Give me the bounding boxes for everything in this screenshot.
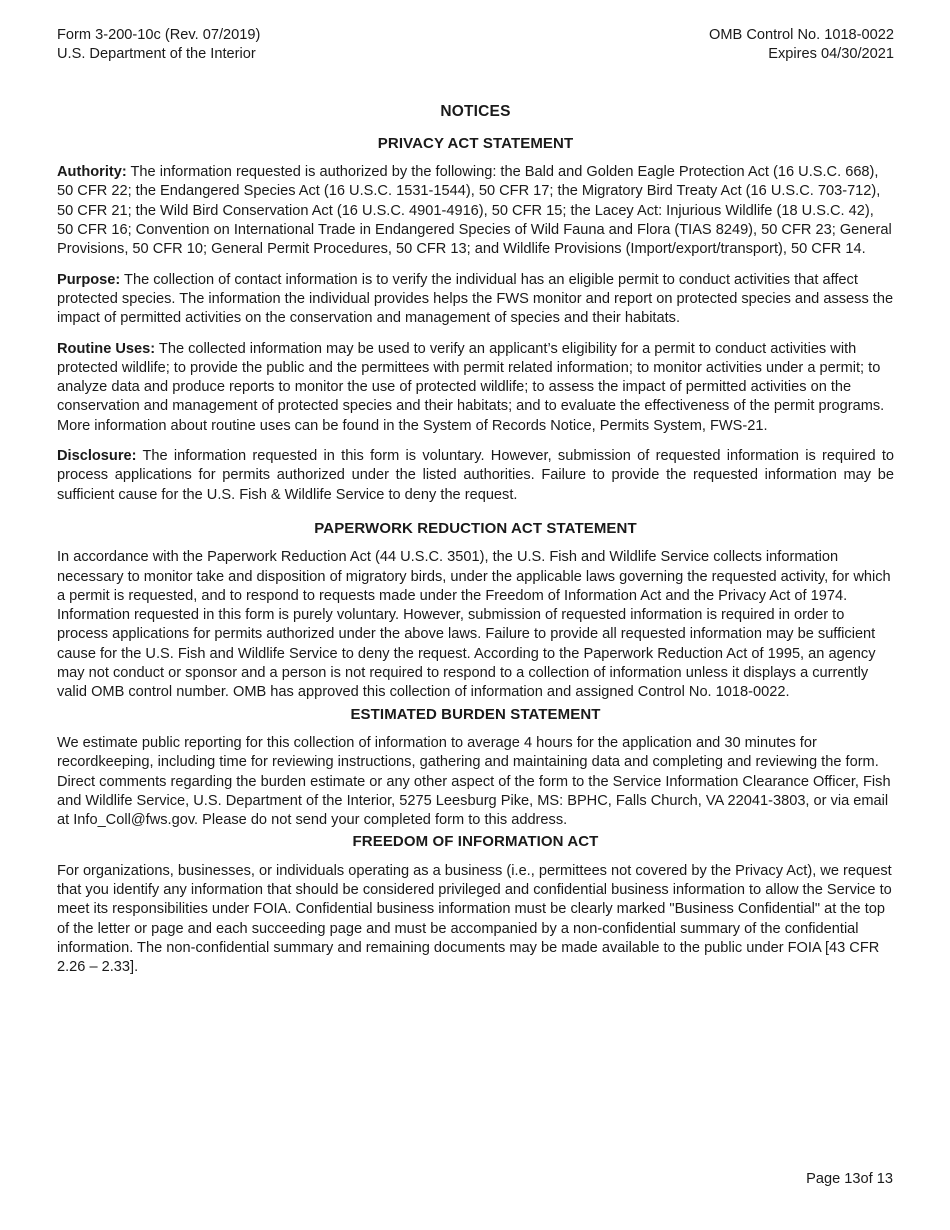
disclosure-paragraph <box>57 447 894 505</box>
foia-paragraph: For organizations, businesses, or individuals operating as a business (i.e., permittees not covered by the Privacy Act), we request that you identify any information that should be considered privileged and confidential business information to allow the Service to meet its responsibilities under FOIA. Confidential business information must be clearly marked "Business Confidential" at the top of the letter or page and each succeeding page and must be accompanied by a non-confidential summary of the confidential information. The non-confidential summary and remaining documents may be made available to the public under FOIA [43 CFR 2.26 – 2.33]. <box>57 862 892 976</box>
header-right <box>709 26 894 65</box>
routine-uses-label: Routine Uses: <box>57 340 156 357</box>
routine-uses-paragraph <box>57 340 894 436</box>
authority-paragraph <box>57 163 894 259</box>
privacy-act-heading: PRIVACY ACT STATEMENT <box>377 134 574 152</box>
department-name: U.S. Department of the Interior <box>57 46 256 63</box>
expiration-date: Expires 04/30/2021 <box>768 46 894 63</box>
disclosure-text: The information requested in this form is voluntary. However, submission of requested information is required to process applications for permits authorized under the listed authorities. Failure to provide the requested information may be sufficient cause for the U.S. Fish & Wildlife Service to deny the request. <box>57 448 894 503</box>
paperwork-reduction-paragraph: In accordance with the Paperwork Reduction Act (44 U.S.C. 3501), the U.S. Fish and Wildlife Service collects information necessary to monitor take and disposition of migratory birds, under the applicable laws governing the requested activity, for which a permit is requested, and to respond to requests made under the Freedom of Information Act and the Privacy Act of 1974. Information requested in this form is purely voluntary. However, submission of requested information is required in order to process applications for permits authorized under the above laws. Failure to provide all requested information may be sufficient cause for the U.S. Fish and Wildlife Service to deny the request. According to the Paperwork Reduction Act of 1995, an agency may not conduct or sponsor and a person is not required to respond to a collection of information unless it displays a currently valid OMB control number. OMB has approved this collection of information and assigned Control No. 1018-0022. <box>57 549 891 701</box>
purpose-text: The collection of contact information is to verify the individual has an eligible permit to conduct activities that affect protected species. The information the individual provides helps the FWS monitor and report on protected species and assess the impact of permitted activities on the conservation and management of species and their habitats. <box>57 271 894 327</box>
foia-heading: FREEDOM OF INFORMATION ACT <box>352 833 599 851</box>
purpose-label: Purpose: <box>57 271 121 288</box>
document-header <box>57 26 894 65</box>
purpose-paragraph <box>57 271 894 329</box>
estimated-burden-heading: ESTIMATED BURDEN STATEMENT <box>350 705 601 723</box>
routine-uses-text: The collected information may be used to verify an applicant’s eligibility for a permit to conduct activities with protected wildlife; to provide the public and the permittees with permit related information; to monitor activities under a permit; to analyze data and produce reports to monitor the use of protected wildlife; to assess the impact of permitted activities on the conservation and management of protected species and their habitats; and to evaluate the effectiveness of the permit programs. More information about routine uses can be found in the System of Records Notice, Permits System, FWS-21. <box>57 340 885 434</box>
paperwork-reduction-heading: PAPERWORK REDUCTION ACT STATEMENT <box>314 519 637 537</box>
authority-label: Authority: <box>57 164 127 181</box>
disclosure-label: Disclosure: <box>57 448 137 465</box>
notices-title: NOTICES <box>440 102 511 120</box>
page-number: Page 13of 13 <box>806 1171 893 1187</box>
form-number: Form 3-200-10c (Rev. 07/2019) <box>57 27 261 43</box>
header-left <box>57 26 260 65</box>
estimated-burden-paragraph: We estimate public reporting for this collection of information to average 4 hours for the application and 30 minutes for recordkeeping, including time for reviewing instructions, gathering and maintaining data and completing and reviewing the form. Direct comments regarding the burden estimate or any other aspect of the form to the Service Information Clearance Officer, Fish and Wildlife Service, U.S. Department of the Interior, 5275 Leesburg Pike, MS: BPHC, Falls Church, VA 22041-3803, or via email at Info_Coll@fws.gov. Please do not send your completed form to this address. <box>57 734 891 829</box>
omb-control-number: OMB Control No. 1018-0022 <box>709 27 894 43</box>
authority-text: The information requested is authorized by the following: the Bald and Golden Eagle Protection Act (16 U.S.C. 668), 50 CFR 22; the Endangered Species Act (16 U.S.C. 1531-1544), 50 CFR 17; the Migratory Bird Treaty Act (16 U.S.C. 703-712), 50 CFR 21; the Wild Bird Conservation Act (16 U.S.C. 4901-4916), 50 CFR 15; the Lacey Act: Injurious Wildlife (18 U.S.C. 42), 50 CFR 16; Convention on International Trade in Endangered Species of Wild Fauna and Flora (TIAS 8249), 50 CFR 23; General Provisions, 50 CFR 10; General Permit Procedures, 50 CFR 13; and Wildlife Provisions (Import/export/transport), 50 CFR 14. <box>57 164 892 258</box>
